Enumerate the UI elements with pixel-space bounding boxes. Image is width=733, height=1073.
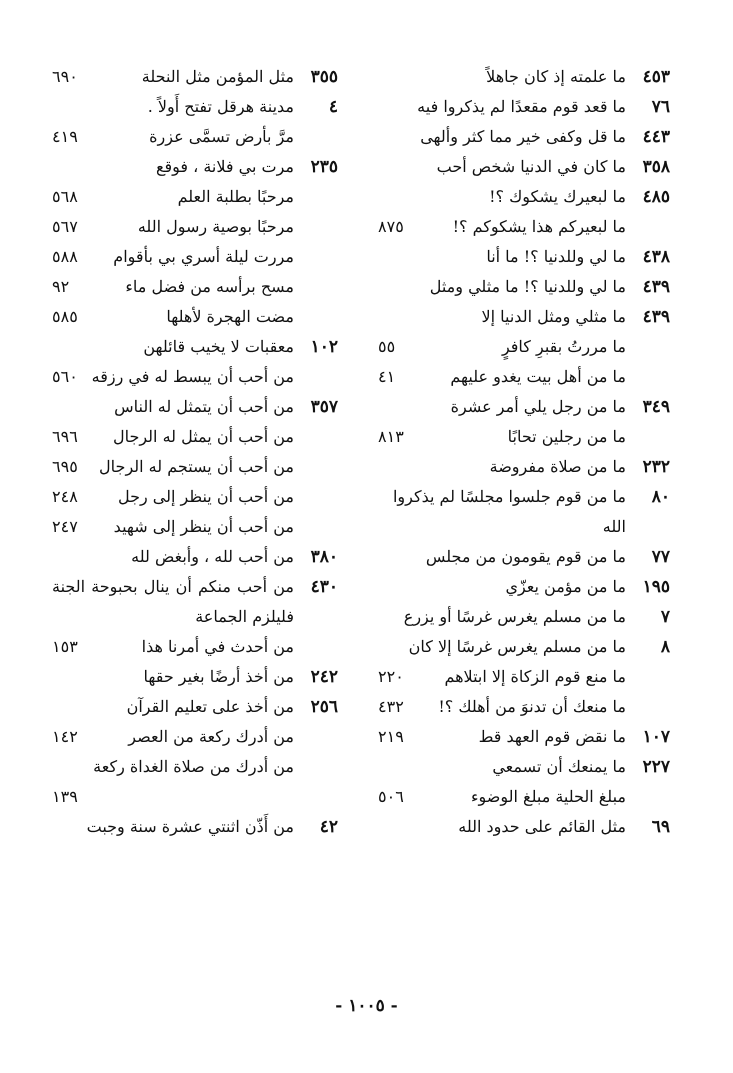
- index-entry: [52, 452, 338, 482]
- page-number: - ١٠٠٥ -: [335, 996, 398, 1016]
- index-entry: [52, 272, 338, 302]
- entry-text: ما من صلاة مفروضة: [489, 457, 626, 476]
- index-entry: [52, 752, 338, 812]
- entry-text: من أحب أن يمثل له الرجال: [112, 427, 294, 446]
- entry-text: مبلغ الحلية مبلغ الوضوء: [471, 787, 626, 806]
- page-reference: ٢٤٨: [52, 487, 78, 506]
- page-reference: ٢١٩: [378, 727, 404, 746]
- index-entry: [52, 632, 338, 662]
- entry-text: ما من قوم يقومون من مجلس: [425, 547, 626, 566]
- index-entry: [52, 62, 338, 92]
- index-entry: [52, 662, 338, 692]
- entry-text: من أحب أن يتمثل له الناس: [114, 397, 294, 416]
- index-entry: [52, 392, 338, 422]
- entry-text: من أحب أن ينظر إلى رجل: [117, 487, 294, 506]
- index-entry: [378, 602, 670, 632]
- page-reference: ٤١٩: [52, 127, 78, 146]
- hadith-number: ٢٢٧: [642, 757, 670, 777]
- index-entry: [378, 242, 670, 272]
- page-reference: ٦٩٥: [52, 457, 78, 476]
- entry-text: من أحب منكم أن ينال بحبوحة الجنة فليلزم الجماعة: [52, 577, 294, 626]
- entry-text: من أدرك من صلاة الغداة ركعة: [93, 757, 294, 776]
- hadith-number: ٢٣٢: [642, 457, 670, 477]
- hadith-number: ٦٩: [651, 817, 670, 837]
- entry-text: من أحب أن ينظر إلى شهيد: [113, 517, 294, 536]
- index-entry: [52, 242, 338, 272]
- hadith-number: ٤٣٩: [642, 277, 670, 297]
- hadith-number: ٤٨٥: [642, 187, 670, 207]
- hadith-number: ٣٥٥: [310, 67, 338, 87]
- hadith-number: ١٠٢: [310, 337, 338, 357]
- index-entry: [52, 152, 338, 182]
- index-entry: [378, 422, 670, 452]
- index-entry: [52, 422, 338, 452]
- index-entry: [52, 362, 338, 392]
- entry-text: من أدرك ركعة من العصر: [128, 727, 294, 746]
- index-entry: [378, 782, 670, 812]
- hadith-number: ٤٥٣: [642, 67, 670, 87]
- entry-text: ما قل وكفى خير مما كثر وألهى: [420, 127, 626, 146]
- entry-text: مرَّ بأرض تسمَّى عزرة: [149, 127, 294, 146]
- entry-text: مضت الهجرة لأهلها: [166, 307, 294, 326]
- entry-text: من أحب لله ، وأبغض لله: [131, 547, 294, 566]
- entry-text: ما يمنعك أن تسمعي: [492, 757, 626, 776]
- hadith-number: ٤٣٠: [310, 577, 338, 597]
- entry-text: ما لي وللدنيا ؟! ما أنا: [486, 247, 626, 266]
- entry-text: ما من مسلم يغرس غرسًا أو يزرع: [403, 607, 626, 626]
- hadith-number: ٨: [660, 637, 670, 657]
- index-entry: [378, 332, 670, 362]
- entry-text: مثل القائم على حدود الله: [458, 817, 626, 836]
- entry-text: من أخذ على تعليم القرآن: [126, 697, 294, 716]
- hadith-number: ٤٢: [319, 817, 338, 837]
- hadith-number: ٤٣٨: [642, 247, 670, 267]
- hadith-number: ٤٤٣: [642, 127, 670, 147]
- page-reference: ٩٢: [52, 277, 70, 296]
- index-entry: [378, 692, 670, 722]
- hadith-number: ٢٥٦: [310, 697, 338, 717]
- entry-text: ما لي وللدنيا ؟! ما مثلي ومثل: [429, 277, 626, 296]
- hadith-number: ٤٣٩: [642, 307, 670, 327]
- index-entry: [378, 632, 670, 662]
- index-entry: [378, 362, 670, 392]
- entry-text: ما منع قوم الزكاة إلا ابتلاهم: [444, 667, 626, 686]
- index-entry: [378, 272, 670, 302]
- entry-text: من أحب أن يبسط له في رزقه: [91, 367, 294, 386]
- entry-text: ما علمته إذ كان جاهلاً: [486, 67, 626, 86]
- index-entry: [52, 182, 338, 212]
- index-entry: [378, 92, 670, 122]
- index-entry: [52, 122, 338, 152]
- page-reference: ٤٣٢: [378, 697, 404, 716]
- entry-text: ما منعك أن تدنوَ من أهلك ؟!: [438, 697, 626, 716]
- entry-text: من أحدث في أمرنا هذا: [141, 637, 294, 656]
- index-entry: [52, 332, 338, 362]
- index-entry: [378, 212, 670, 242]
- entry-text: ما مررتُ بقبرِ كافرٍ: [501, 337, 626, 356]
- entry-text: ما لبعيركم هذا يشكوكم ؟!: [452, 217, 626, 236]
- index-column-left: [52, 62, 338, 842]
- entry-text: ما من مسلم يغرس غرسًا إلا كان: [408, 637, 626, 656]
- index-entry: [52, 692, 338, 722]
- entry-text: معقبات لا يخيب قائلهن: [143, 337, 294, 356]
- page-reference: ١٥٣: [52, 637, 78, 656]
- hadith-number: ٣٨٠: [310, 547, 338, 567]
- page-reference: ٥٨٨: [52, 247, 78, 266]
- page-reference: ٦٩٠: [52, 67, 78, 86]
- index-entry: [52, 302, 338, 332]
- entry-text: مثل المؤمن مثل النحلة: [141, 67, 294, 86]
- entry-text: ما قعد قوم مقعدًا لم يذكروا فيه: [417, 97, 626, 116]
- index-entry: [378, 182, 670, 212]
- entry-text: مررت ليلة أسري بي بأقوام: [113, 247, 294, 266]
- entry-text: من أحب أن يستجم له الرجال: [99, 457, 294, 476]
- index-entry: [378, 752, 670, 782]
- entry-text: مرحبًا بطلبة العلم: [177, 187, 294, 206]
- page-reference: ٨٧٥: [378, 217, 404, 236]
- page-reference: ٥٥: [378, 337, 396, 356]
- page-reference: ٤١: [378, 367, 396, 386]
- index-entry: [52, 722, 338, 752]
- hadith-number: ٨٠: [651, 487, 670, 507]
- index-entry: [378, 392, 670, 422]
- index-entry: [52, 92, 338, 122]
- index-entry: [378, 662, 670, 692]
- entry-text: ما من أهل بيت يغدو عليهم: [450, 367, 626, 386]
- entry-text: مسح برأسه من فضل ماء: [125, 277, 294, 296]
- hadith-number: ٣٤٩: [642, 397, 670, 417]
- index-entry: [52, 542, 338, 572]
- index-entry: [378, 812, 670, 842]
- page-reference: ٨١٣: [378, 427, 404, 446]
- index-entry: [378, 722, 670, 752]
- hadith-number: ٤: [328, 97, 338, 117]
- entry-text: ما نقض قوم العهد قط: [478, 727, 626, 746]
- entry-text: مرت بي فلانة ، فوقع: [155, 157, 294, 176]
- entry-text: ما من رجل يلي أمر عشرة: [450, 397, 626, 416]
- hadith-number: ٧٧: [651, 547, 670, 567]
- index-entry: [378, 152, 670, 182]
- entry-text: ما كان في الدنيا شخص أحب: [436, 157, 626, 176]
- page-reference: ٢٢٠: [378, 667, 404, 686]
- hadith-number: ١٠٧: [642, 727, 670, 747]
- hadith-number: ٢٤٢: [310, 667, 338, 687]
- index-entry: [52, 482, 338, 512]
- index-entry: [378, 572, 670, 602]
- index-entry: [52, 572, 338, 632]
- index-entry: [52, 212, 338, 242]
- entry-text: ما من رجلين تحابًا: [507, 427, 626, 446]
- entry-text: من أخذ أرضًا بغير حقها: [143, 667, 294, 686]
- page-reference: ١٤٢: [52, 727, 78, 746]
- page-reference: ٥٦٨: [52, 187, 78, 206]
- index-entry: [52, 512, 338, 542]
- page-reference: ٥٠٦: [378, 787, 404, 806]
- page-reference: ٥٨٥: [52, 307, 78, 326]
- page-reference: ٥٦٧: [52, 217, 78, 236]
- entry-text: مرحبًا بوصية رسول الله: [137, 217, 294, 236]
- hadith-number: ٧٦: [651, 97, 670, 117]
- hadith-number: ٧: [660, 607, 670, 627]
- index-entry: [52, 812, 338, 842]
- hadith-number: ١٩٥: [642, 577, 670, 597]
- entry-text: ما من قوم جلسوا مجلسًا لم يذكروا الله: [392, 487, 626, 536]
- index-entry: [378, 302, 670, 332]
- hadith-number: ٣٥٧: [310, 397, 338, 417]
- page-reference: ١٣٩: [52, 787, 78, 806]
- page-reference: ٥٦٠: [52, 367, 78, 386]
- page-reference: ٢٤٧: [52, 517, 78, 536]
- index-entry: [378, 62, 670, 92]
- index-entry: [378, 542, 670, 572]
- index-entry: [378, 122, 670, 152]
- entry-text: ما مثلي ومثل الدنيا إلا: [481, 307, 626, 326]
- page-reference: ٦٩٦: [52, 427, 78, 446]
- index-column-right: [378, 62, 670, 842]
- entry-text: ما لبعيرك يشكوك ؟!: [489, 187, 626, 206]
- entry-text: مدينة هرقل تفتح أَولاً .: [147, 97, 294, 116]
- hadith-number: ٢٣٥: [310, 157, 338, 177]
- entry-text: ما من مؤمن يعزّي: [505, 577, 626, 596]
- hadith-number: ٣٥٨: [642, 157, 670, 177]
- index-entry: [378, 482, 670, 542]
- index-entry: [378, 452, 670, 482]
- entry-text: من أَذّن اثنتي عشرة سنة وجبت: [86, 817, 294, 836]
